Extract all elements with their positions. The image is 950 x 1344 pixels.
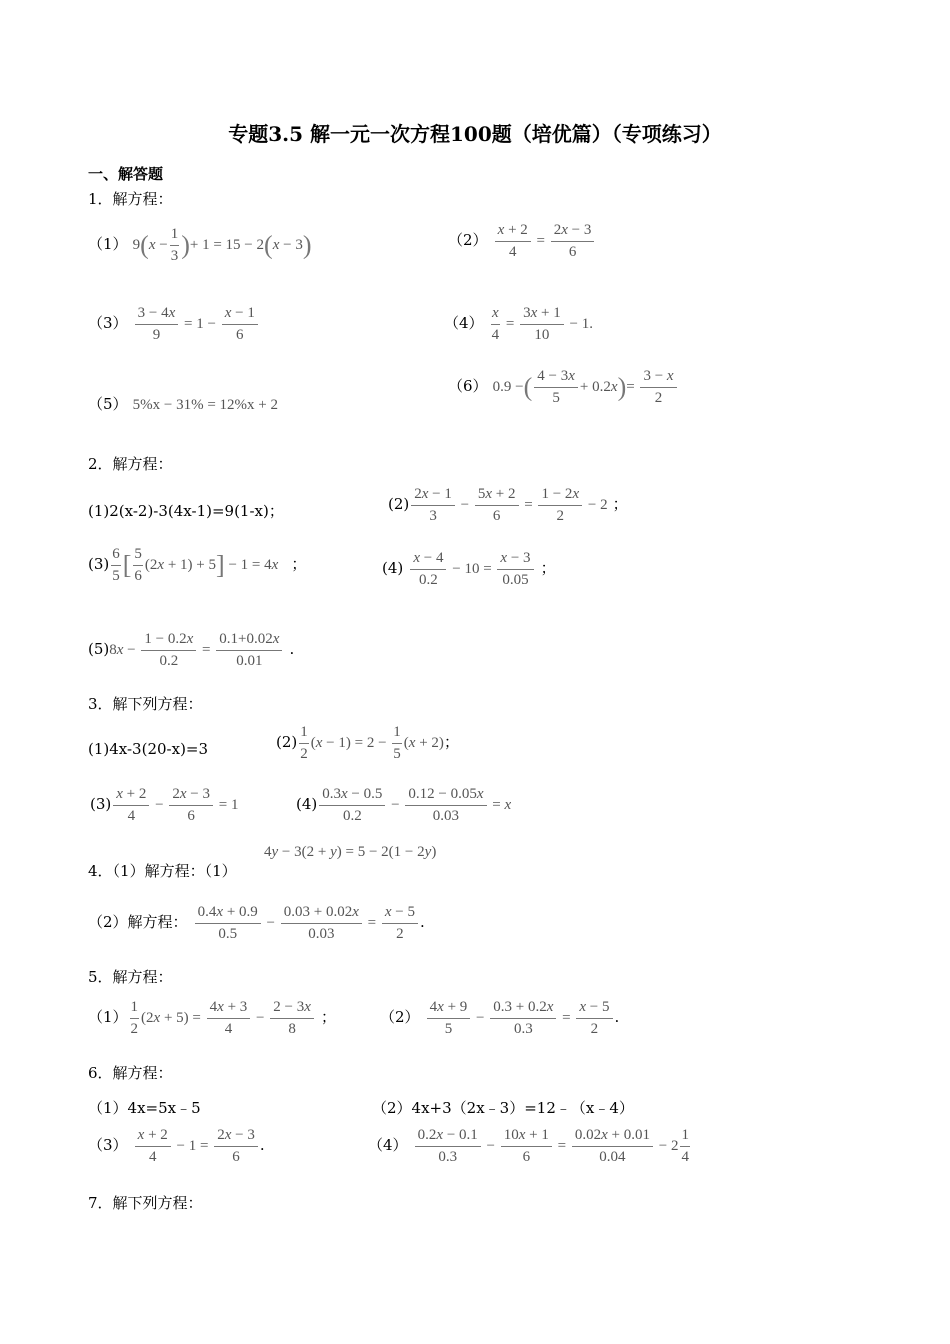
question-2-label: 2．解方程： — [88, 455, 173, 473]
part-number: (4) — [296, 794, 318, 813]
q1-part6 — [448, 368, 679, 407]
equation: $\frac{x + 2}{4}$ = $\frac{2x - 3}{6}$ — [493, 233, 597, 249]
question-4-label: 4．（1）解方程：（1） — [88, 862, 237, 880]
part-number: (3) — [88, 554, 110, 573]
equation: 5%x − 31% = 12%x + 2 — [132, 397, 279, 413]
part-number: (3) — [90, 794, 112, 813]
q4-part2: （2）解方程： $\frac{0.4x + 0.9}{0.5}$ − $\frac{0.03 + 0.02x}{0.03}$ = $\frac{x - 5}{2}$ . — [88, 904, 425, 942]
question-5-label: 5．解方程： — [88, 968, 173, 986]
part-number: （2） — [448, 230, 488, 249]
part-number: (5) — [88, 639, 110, 658]
equation: $\frac{x + 2}{4}$ − 1 = $\frac{2x - 3}{6}$ — [133, 1138, 260, 1154]
part-number: (2) — [276, 732, 298, 751]
equation: 9(x − $\frac{1}{3}$ )+ 1 = 15 − 2(x − 3) — [132, 226, 312, 264]
q3-part2: (2) $\frac{1}{2}$ (x − 1) = 2 − $\frac{1}{5}$ (x + 2)； — [276, 724, 459, 762]
q2-part2: (2) $\frac{2x - 1}{3}$ − $\frac{5x + 2}{6}$ = $\frac{1 - 2x}{2}$ − 2 ； — [388, 486, 628, 524]
q6-part3: （3） $\frac{x + 2}{4}$ − 1 = $\frac{2x - 3}{6}$ . — [88, 1127, 265, 1165]
part-number: （4） — [368, 1135, 408, 1154]
question-6-label: 6．解方程： — [88, 1064, 173, 1082]
equation: $\frac{1}{2}$ (x − 1) = 2 − $\frac{1}{5}$ (x + 2) — [300, 724, 444, 762]
q3-part1: (1)4x-3(20-x)=3 — [88, 740, 209, 758]
equation: $\frac{4x + 9}{5}$ − $\frac{0.3 + 0.2x}{0.3}$ = $\frac{x - 5}{2}$ — [425, 1010, 615, 1026]
equation: 0.9 −( $\frac{4 - 3x}{5}$ + 0.2x)= $\frac{3 - x}{2}$ — [493, 379, 679, 395]
q1-part4 — [444, 305, 593, 344]
equation: $\frac{x}{4}$ = $\frac{3x + 1}{10}$ − 1. — [491, 305, 593, 343]
q4-part1-equation: 4y − 3(2 + y) = 5 − 2(1 − 2y) — [264, 844, 437, 860]
q2-part1: (1)2(x-2)-3(4x-1)=9(1-x)； — [88, 502, 284, 520]
q6-part4 — [368, 1127, 692, 1166]
q3-part4 — [296, 786, 511, 825]
q3-part3 — [90, 786, 238, 825]
part-number: （5） — [88, 395, 128, 413]
q1-part1 — [88, 226, 312, 265]
equation: $\frac{1}{2}$ (2x + 5) = $\frac{4x + 3}{4}$ − $\frac{2 - 3x}{8}$ — [128, 1010, 316, 1026]
part-number: (4) — [382, 558, 404, 577]
equation: $\frac{0.2x - 0.1}{0.3}$ − $\frac{10x + 1}{6}$ = $\frac{0.02x + 0.01}{0.04}$ − 2 $\frac{1}{4}$ — [413, 1138, 692, 1154]
q6-part2: （2）4x+3（2x﹣3）=12﹣（x﹣4） — [372, 1099, 634, 1117]
question-7-label: 7．解下列方程： — [88, 1194, 203, 1212]
part-number: （1） — [88, 1007, 128, 1026]
q5-part1: （1） $\frac{1}{2}$ (2x + 5) = $\frac{4x + 3}{4}$ − $\frac{2 - 3x}{8}$ ； — [88, 999, 336, 1037]
q6-part1: （1）4x=5x﹣5 — [88, 1099, 201, 1117]
equation: $\frac{2x - 1}{3}$ − $\frac{5x + 2}{6}$ = $\frac{1 - 2x}{2}$ − 2 — [409, 497, 607, 513]
part-number: （3） — [88, 1135, 128, 1154]
equation: $\frac{0.3x - 0.5}{0.2}$ − $\frac{0.12 - 0.05x}{0.03}$ = x — [317, 797, 511, 813]
part-label: （2）解方程： — [88, 912, 188, 931]
question-3-label: 3．解下列方程： — [88, 695, 203, 713]
part-number: （6） — [448, 376, 488, 395]
q5-part2: （2） $\frac{4x + 9}{5}$ − $\frac{0.3 + 0.2x}{0.3}$ = $\frac{x - 5}{2}$ . — [380, 999, 620, 1037]
part-number: （3） — [88, 313, 128, 332]
section-heading: 一、解答题 — [88, 165, 164, 183]
q1-part5 — [88, 393, 278, 414]
equation: $\frac{x + 2}{4}$ − $\frac{2x - 3}{6}$ = 1 — [111, 797, 238, 813]
equation: $\frac{3 - 4x}{9}$ = 1 − $\frac{x - 1}{6}$ — [133, 316, 260, 332]
equation: 8x − $\frac{1 - 0.2x}{0.2}$ = $\frac{0.1+0.02x}{0.01}$ — [109, 642, 284, 658]
part-number: （4） — [444, 313, 484, 332]
q2-part3: (3) $\frac{6}{5}$ [ $\frac{5}{6}$ (2x + 1) + 5] − 1 = 4x ； — [88, 546, 307, 584]
question-1-label: 1．解方程： — [88, 190, 173, 208]
equation: $\frac{0.4x + 0.9}{0.5}$ − $\frac{0.03 + 0.02x}{0.03}$ = $\frac{x - 5}{2}$ — [193, 915, 420, 931]
q1-part3 — [88, 305, 260, 344]
q2-part5: (5)8x − $\frac{1 - 0.2x}{0.2}$ = $\frac{0.1+0.02x}{0.01}$ . — [88, 631, 295, 669]
part-number: (2) — [388, 494, 410, 513]
equation: $\frac{x - 4}{0.2}$ − 10 = $\frac{x - 3}{0.05}$ — [408, 561, 535, 577]
q1-part2 — [448, 222, 596, 261]
equation: $\frac{6}{5}$ [ $\frac{5}{6}$ (2x + 1) + 5] − 1 = 4x — [112, 546, 279, 584]
q2-part4: (4) $\frac{x - 4}{0.2}$ − 10 = $\frac{x - 3}{0.05}$ ； — [382, 550, 556, 588]
page-title: 专题3.5 解一元一次方程100题（培优篇）（专项练习） — [228, 122, 722, 146]
part-number: （1） — [88, 234, 128, 253]
part-number: （2） — [380, 1007, 420, 1026]
